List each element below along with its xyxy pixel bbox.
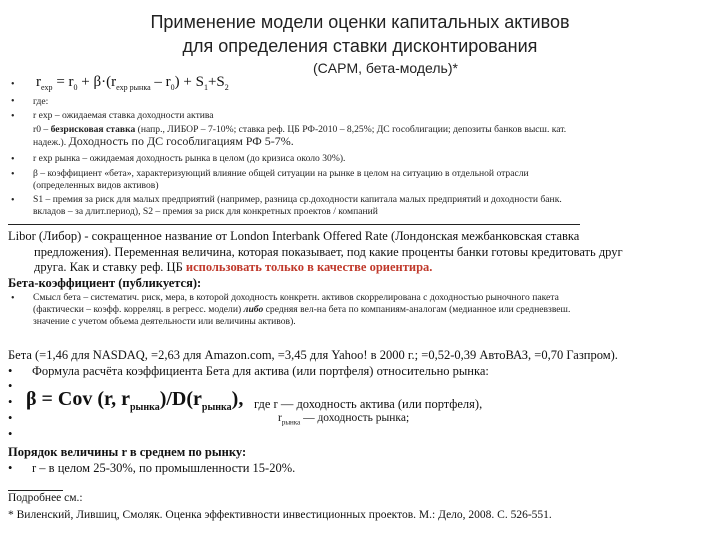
bullet: •: [11, 195, 15, 206]
bullet: •: [11, 293, 15, 304]
definition-s: S1 – премия за риск для малых предприятий (например, разница ср.доходности капитала малых предприятий и доходности банк.: [33, 194, 562, 205]
bullet: •: [11, 169, 15, 180]
bullet: •: [11, 111, 15, 122]
capm-formula: $r_{exp} = r_0 + \beta\cdot(r_{exp рынка} - r_0) + S_1+S_2$: [36, 74, 229, 92]
bullet: •: [8, 379, 13, 393]
beta-values: Бета (=1,46 для NASDAQ, =2,63 для Amazon.com, =3,45 для Yahoo! в 2000 г.; =0,52-0,39 АвтоВАЗ, =0,70 Газпром).: [8, 348, 618, 362]
bullet: •: [8, 427, 13, 441]
page-title-line2: для определения ставки дисконтирования: [182, 36, 538, 56]
order-heading: Порядок величины r в среднем по рынку:: [8, 445, 247, 459]
definition-rmarket: r exp рынка – ожидаемая доходность рынка в целом (до кризиса около 30%).: [33, 153, 346, 164]
where-label: где:: [33, 96, 49, 107]
libor-line2: предложения). Переменная величина, которая показывает, под какие проценты банки готовы кредитовать друг: [34, 245, 623, 259]
beta-formula-caption: Формула расчёта коэффициента Бета для актива (или портфеля) относительно рынка:: [32, 364, 489, 378]
where-r: где r — доходность актива (или портфеля),: [254, 397, 483, 411]
bullet: •: [8, 364, 13, 378]
bullet: •: [8, 411, 13, 425]
definition-r0-cont: надеж.). Доходность по ДС гособлигациям РФ 5-7%.: [33, 134, 294, 148]
libor-highlight: использовать только в качестве ориентира.: [185, 260, 433, 274]
order-value: r – в целом 25-30%, по промышленности 15-20%.: [32, 461, 296, 475]
libor-line1: Libor (Либор) - сокращенное название от London Interbank Offered Rate (Лондонская межбанковская ставка: [8, 229, 580, 243]
r-market-definition: $r_{рынка}$ — доходность рынка;: [278, 412, 410, 427]
libor-line3: друга. Как и ставку реф. ЦБ использовать только в качестве ориентира.: [34, 260, 433, 274]
page-title: Применение модели оценки капитальных активов: [150, 12, 570, 32]
bullet: •: [11, 154, 15, 165]
definition-r0: r0 – безрисковая ставка (напр., ЛИБОР – 7-10%; ставка реф. ЦБ РФ-2010 – 8,25%; ДС гособлигации; депозиты банков высш. кат.: [33, 124, 567, 135]
definition-beta: β – коэффициент «бета», характеризующий влияние общей ситуации на рынке в целом на ситуацию в отдельной отрасли: [33, 168, 529, 179]
beta-meaning-line1: Смысл бета – систематич. риск, мера, в которой доходность конкретн. активов скоррелирована с доходностью рыночного пакета: [33, 292, 559, 303]
bullet: •: [11, 79, 15, 90]
reference: * Виленский, Лившиц, Смоляк. Оценка эффективности инвестиционных проектов. М.: Дело, 2008. С. 526-551.: [8, 509, 552, 521]
beta-meaning-line3: значение с учетом объема деятельности или величины активов).: [33, 316, 296, 327]
divider: [8, 224, 580, 225]
bullet: •: [8, 461, 13, 475]
definition-rexp: r exp – ожидаемая ставка доходности актива: [33, 110, 214, 121]
more-label: Подробнее см.:: [8, 492, 83, 504]
bullet: •: [11, 96, 15, 107]
definition-s-cont: вкладов – за длит.период), S2 – премия за риск для конкретных проектов / компаний: [33, 206, 378, 217]
definition-beta-cont: (определенных видов активов): [33, 180, 159, 191]
bullet: •: [8, 395, 13, 409]
beta-meaning-line2: (фактически – коэфф. корреляц. в регресс. модели) либо средняя вел-на бета по компаниям-аналогам (медианное или средневзвеш.: [33, 304, 571, 315]
page-subtitle: (CAPM, бета-модель)*: [313, 60, 458, 76]
footnote-divider: [8, 490, 63, 491]
beta-heading: Бета-коэффициент (публикуется):: [8, 276, 202, 290]
beta-formula: β = Cov (r, $r_{рынка})/D(r_{рынка})$,: [26, 388, 244, 413]
